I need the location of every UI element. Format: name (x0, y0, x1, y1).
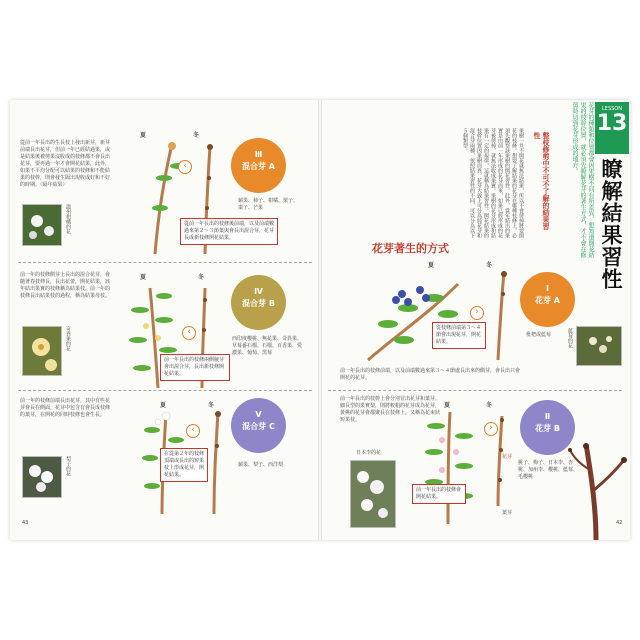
kiwi-flower-photo (22, 326, 62, 376)
section-1-number: Ⅰ (546, 284, 549, 293)
plum-flower-photo (350, 460, 396, 528)
flower-photo-icon (23, 327, 61, 375)
section-2-winter-label: 冬 (486, 402, 493, 409)
section-5-fruits: 蘋果、梨子、西洋梨 (238, 462, 284, 468)
page-subtitle: 花芽的種類和位置都會因果樹不同有所差異，想知道開花結果的枝幹位置，就必須先瞭解花芽的著生方式，才不會在修剪時切到花芽形成的地方。 (571, 102, 594, 258)
section-4-text: 前一年的枝條側芽上長出的混合花芽，會隨著春枝伸長，長出花蕾，開花結果，該年結出果實的枝條稱為結果枝。前一年的枝條長出結果枝的過程，稱為結果母枝。 (20, 272, 111, 299)
section-5-arrow-icon: ‹ (186, 424, 200, 438)
section-1-fruits: 枇杷或藍莓 (526, 332, 552, 338)
section-3-note: 從前一年長出的枝條後前端，以及前端數過來第２～３節葉與會長出混合芽，花芽長成新枝條開花結果。 (180, 218, 278, 245)
section-divider (18, 262, 312, 263)
right-page (320, 100, 630, 540)
citrus-flower-photo (22, 204, 62, 246)
section-3-arrow-icon: ‹ (178, 160, 192, 174)
section-divider (328, 390, 622, 391)
intro-text: 果樹一旦不開花就無法結果，所以不會剪掉將要開花的枝條。想要了解結果的花芽在哪種枝條上，必須先觀察該果樹的開花習性。此外，當年結出的果實是由前一年形成的花芽而來，如果已經形成的花芽被剪掉，就無法收成果實。果樹的花芽形成和結果有一定的規律，這就稱為結果習性。開花結果的枝幹位置因果樹而異，花芽大致上可分為純花芽和混合芽兩種，依照結果習性的不同，可以分為以下５個類型。 (462, 128, 524, 238)
section-4-label: 混合芽 B (242, 299, 275, 308)
section-1-arrow-icon: › (470, 306, 484, 320)
lesson-badge (595, 102, 629, 154)
book-spread (10, 100, 630, 540)
section-3-text: 從前一年長出的生長枝上發出新芽，新芽前端長出花芽，但前一年已經結過果，或是結果後被剪果沒收成的枝條都不會長出花芽，要再過一年才會開花結果，此外，如果不平均分配可以結果的枝條和不能結果的枝幹，則會發生隔出現收成好和不好的時期。（隔年結果） (20, 140, 111, 188)
section-5-number: Ⅴ (255, 410, 262, 419)
section-5-label: 混合芽 C (242, 422, 275, 431)
section-3-winter-label: 冬 (193, 132, 200, 139)
intro-heading: 整枝修剪中不可不了解的結果習性 (533, 132, 550, 230)
section-2-text: 前一年長出的枝幹上會分別冒出花芽和葉芽。細長型的果實梨，則將較粗的花芽成為花芽，黃桃的花芽會都聚長在枝條上，又稱為花束狀短果枝。 (340, 396, 441, 423)
section-2-photo-caption: 日本李的花 (356, 450, 382, 456)
section-divider (18, 390, 312, 391)
section-5-badge (231, 398, 286, 453)
section-4-arrow-icon: ‹ (182, 326, 196, 340)
flower-photo-icon (23, 205, 61, 245)
section-2-number: Ⅱ (544, 412, 551, 421)
section-2-arrow-icon: › (484, 422, 498, 436)
section-3-badge (231, 138, 286, 193)
section-3-fruits: 蘋果、柿子、柑橘、栗子、棗子、芒果 (238, 198, 299, 211)
section-4-summer-label: 夏 (140, 274, 147, 281)
section-4-badge (231, 275, 286, 330)
section-1-label: 花芽 A (535, 296, 560, 305)
blueberry-flower-photo (576, 326, 622, 366)
section-5-text: 前一年的枝條前端長出花芽，其中有些花芽會長在側面，花芽中包含有會長成枝條的葉芽，在開花的同時枝條也會生長。 (20, 398, 111, 418)
section-4-number: Ⅳ (254, 287, 263, 296)
section-1-branch-illustration (338, 264, 538, 364)
section-2-label: 花芽 B (535, 424, 560, 433)
section-1-winter-label: 冬 (486, 262, 493, 269)
section-3-summer-label: 夏 (140, 132, 147, 139)
flower-photo-icon (23, 457, 61, 497)
section-1-note: 從枝條前端第３～４節會出現花芽，開花結果。 (432, 322, 486, 349)
leaf-bud-label: 葉芽 (502, 510, 513, 516)
flower-bud-label: 花芽 (502, 454, 513, 460)
section-1-summer-label: 夏 (428, 262, 435, 269)
section-heading: 花芽著生的方式 (372, 242, 449, 255)
lesson-label: LESSON (602, 106, 622, 112)
left-page-number: 43 (22, 520, 29, 526)
section-1-photo-caption: 藍莓的花 (567, 328, 573, 348)
right-page-number: 42 (616, 520, 623, 526)
flower-photo-icon (577, 327, 621, 365)
section-1-badge (520, 272, 575, 327)
section-3-label: 混合芽 A (242, 162, 275, 171)
page-title: 瞭解結果習性 (599, 158, 623, 290)
flower-photo-icon (351, 461, 395, 527)
section-5-note: 在從第２年的枝條頂端或長出的短果枝上形成花芽，開花結果。 (160, 448, 208, 482)
section-4-winter-label: 冬 (198, 274, 205, 281)
section-5-photo-caption: 梨子的花 (65, 456, 71, 476)
section-4-photo-caption: 奇異果的花 (65, 326, 71, 351)
section-2-summer-label: 夏 (444, 402, 451, 409)
section-5-summer-label: 夏 (160, 402, 167, 409)
section-4-fruits: 西印度櫻桃、無花果、奇異果、草莓番石榴、石榴、百香果、愛濃果、葡萄、黑莓 (232, 336, 303, 356)
section-4-note: 前一年長出的枝條兩側腋芽會出混合芽，長出新枝條開花結果。 (160, 354, 230, 381)
pear-flower-photo (22, 456, 62, 498)
section-5-winter-label: 冬 (208, 402, 215, 409)
section-3-photo-caption: 溫州柑橘的花 (65, 204, 71, 234)
left-page (10, 100, 320, 540)
section-1-text: 前一年長出的枝條前端，以及前端數過來第３～４節處長出來的側芽，會長出只會開花的花芽。 (340, 368, 521, 381)
section-3-number: Ⅲ (254, 150, 263, 159)
lesson-number: 13 (596, 111, 628, 136)
section-2-branch-illustration (408, 406, 518, 526)
section-2-note: 前一年長出的枝條會開花結果。 (412, 484, 466, 504)
section-2-fruits: 桃子、梅子、日本李、杏桃、加州李、櫻桃、藍莓、毛櫻桃 (518, 460, 579, 480)
